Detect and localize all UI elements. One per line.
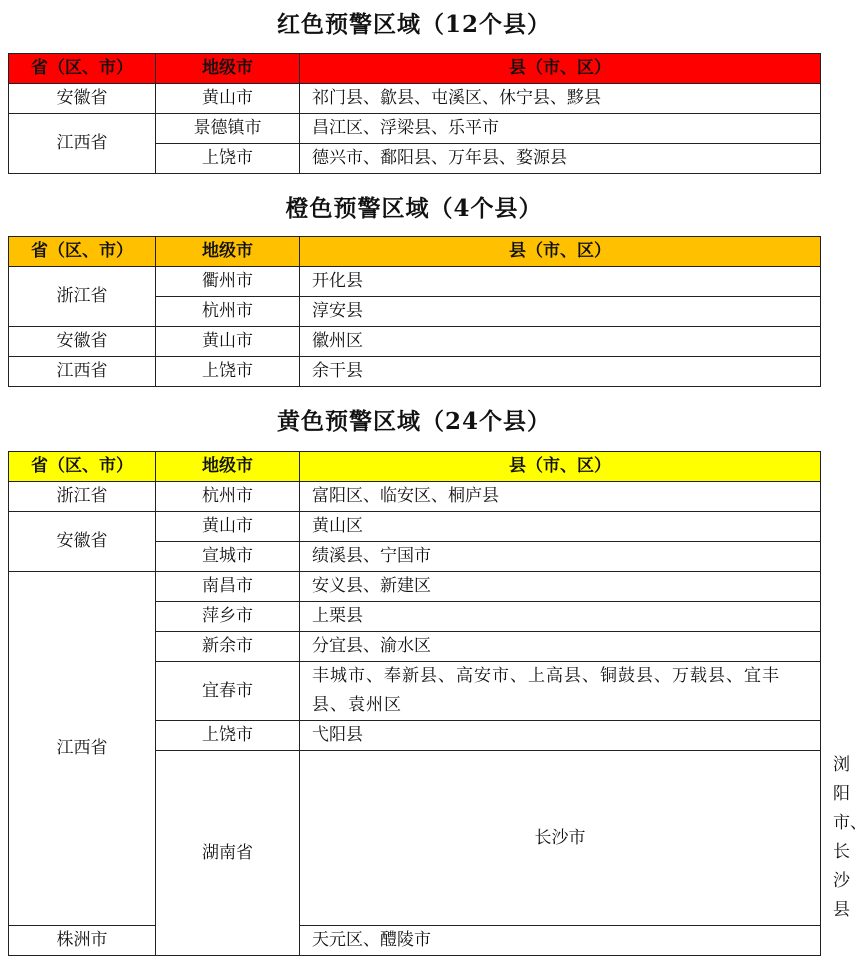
county-cell: 淳安县 (300, 297, 821, 327)
county-cell: 安义县、新建区 (300, 572, 821, 602)
table-row (9, 926, 821, 956)
county-cell: 开化县 (300, 267, 821, 297)
city-cell: 南昌市 (156, 572, 300, 602)
city-cell: 杭州市 (156, 297, 300, 327)
red-header-row (9, 54, 821, 84)
yellow-warning-table (8, 451, 867, 956)
city-cell: 长沙市 (300, 751, 821, 926)
province-cell: 江西省 (9, 114, 156, 174)
yellow-title-wrap (0, 403, 828, 436)
county-cell: 丰城市、奉新县、高安市、上高县、铜鼓县、万载县、宜丰县、袁州区 (300, 662, 821, 721)
red-title-wrap (0, 6, 828, 39)
header-province: 省（区、市） (9, 237, 156, 267)
county-cell: 德兴市、鄱阳县、万年县、婺源县 (300, 144, 821, 174)
orange-warning-table (8, 236, 821, 387)
city-cell: 黄山市 (156, 512, 300, 542)
table-row (9, 482, 821, 512)
orange-title-wrap (0, 190, 828, 223)
yellow-section-title: 黄色预警区域（24个县） (276, 408, 551, 435)
table-row: 湖南省 长沙市 浏阳市、长沙县 (9, 751, 821, 926)
header-county: 县（市、区） (300, 237, 821, 267)
header-city: 地级市 (156, 54, 300, 84)
header-county: 县（市、区） (300, 54, 821, 84)
table-row (9, 512, 821, 542)
province-cell: 江西省 (9, 572, 156, 926)
county-cell: 天元区、醴陵市 (300, 926, 821, 956)
table-row (9, 357, 821, 387)
county-cell: 上栗县 (300, 602, 821, 632)
province-cell: 江西省 (9, 357, 156, 387)
city-cell: 上饶市 (156, 721, 300, 751)
county-cell: 徽州区 (300, 327, 821, 357)
header-city: 地级市 (156, 452, 300, 482)
province-cell: 安徽省 (9, 84, 156, 114)
header-city: 地级市 (156, 237, 300, 267)
red-warning-table (8, 53, 821, 174)
county-cell: 绩溪县、宁国市 (300, 542, 821, 572)
table-row (9, 84, 821, 114)
header-county: 县（市、区） (300, 452, 821, 482)
city-cell: 萍乡市 (156, 602, 300, 632)
table-row (9, 327, 821, 357)
city-cell: 景德镇市 (156, 114, 300, 144)
city-cell: 株洲市 (9, 926, 156, 956)
city-cell: 新余市 (156, 632, 300, 662)
city-cell: 宣城市 (156, 542, 300, 572)
province-cell: 浙江省 (9, 267, 156, 327)
red-section-title: 红色预警区域（12个县） (276, 11, 551, 38)
orange-section-title: 橙色预警区域（4个县） (285, 195, 543, 222)
county-cell: 分宜县、渝水区 (300, 632, 821, 662)
header-province: 省（区、市） (9, 54, 156, 84)
city-cell: 衢州市 (156, 267, 300, 297)
county-cell: 昌江区、浮梁县、乐平市 (300, 114, 821, 144)
city-cell: 上饶市 (156, 144, 300, 174)
province-cell: 浙江省 (9, 482, 156, 512)
city-cell: 上饶市 (156, 357, 300, 387)
header-province: 省（区、市） (9, 452, 156, 482)
table-row (9, 572, 821, 602)
county-cell: 祁门县、歙县、屯溪区、休宁县、黟县 (300, 84, 821, 114)
yellow-header-row (9, 452, 821, 482)
county-cell: 黄山区 (300, 512, 821, 542)
city-cell: 黄山市 (156, 84, 300, 114)
table-row (9, 114, 821, 144)
county-cell: 余干县 (300, 357, 821, 387)
province-cell: 安徽省 (9, 327, 156, 357)
county-cell: 富阳区、临安区、桐庐县 (300, 482, 821, 512)
orange-header-row (9, 237, 821, 267)
city-cell: 杭州市 (156, 482, 300, 512)
province-cell: 湖南省 (156, 751, 300, 956)
city-cell: 宜春市 (156, 662, 300, 721)
county-cell: 弋阳县 (300, 721, 821, 751)
table-row (9, 267, 821, 297)
city-cell: 黄山市 (156, 327, 300, 357)
province-cell: 安徽省 (9, 512, 156, 572)
